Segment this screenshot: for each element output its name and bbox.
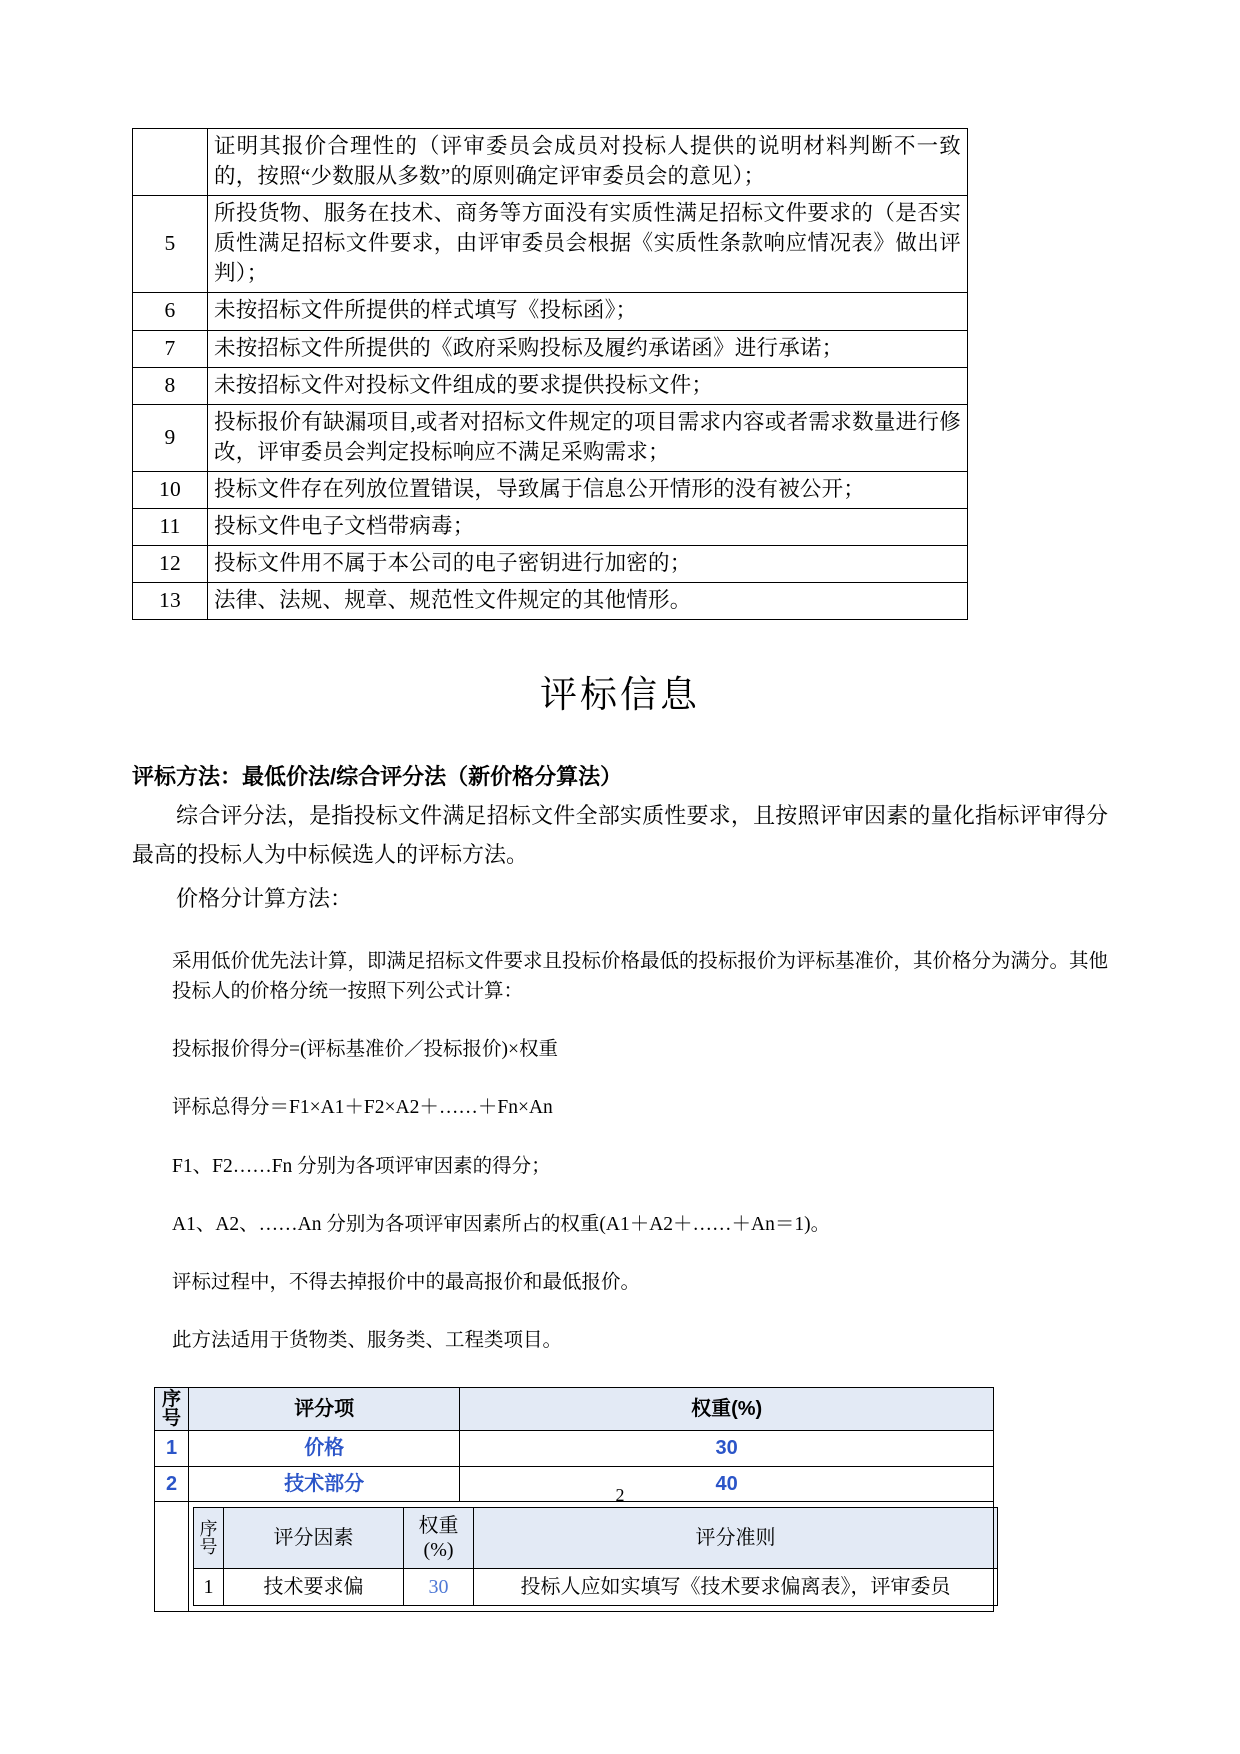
clause-number: 7	[133, 330, 208, 367]
legend-factor-weights: A1、A2、……An 分别为各项评审因素所占的权重(A1＋A2＋……＋An＝1)。	[172, 1213, 831, 1235]
score-row-no: 1	[155, 1431, 189, 1466]
sub-row-no: 1	[194, 1569, 224, 1606]
clause-number: 6	[133, 293, 208, 330]
table-row	[133, 546, 968, 583]
clause-text: 未按招标文件所提供的样式填写《投标函》；	[208, 293, 968, 330]
table-row	[155, 1431, 994, 1466]
formula-total-score: 评标总得分＝F1×A1＋F2×A2＋……＋Fn×An	[172, 1097, 553, 1119]
table-row	[133, 293, 968, 330]
table-row	[133, 471, 968, 508]
legend-factor-scores: F1、F2……Fn 分别为各项评审因素的得分；	[172, 1155, 551, 1177]
clause-number: 8	[133, 367, 208, 404]
evaluation-method-heading: 评标方法：最低价法/综合评分法（新价格分算法）	[132, 764, 623, 790]
table-row	[133, 367, 968, 404]
clause-text: 证明其报价合理性的（评审委员会成员对投标人提供的说明材料判断不一致的，按照“少数服从多数”的原则确定评审委员会的意见）；	[208, 129, 968, 196]
column-header-no-line1: 序	[162, 1388, 182, 1410]
sub-column-header-criteria: 评分准则	[474, 1508, 998, 1569]
sub-row-weight: 30	[404, 1569, 474, 1606]
formula-bid-price-score: 投标报价得分=(评标基准价／投标报价)×权重	[172, 1039, 558, 1061]
clause-number: 5	[133, 196, 208, 293]
clause-table	[132, 128, 968, 620]
table-row	[133, 129, 968, 196]
clause-number: 9	[133, 404, 208, 471]
score-row-item: 价格	[189, 1431, 460, 1466]
sub-column-header-weight-line1: 权重	[418, 1515, 459, 1538]
clause-text: 未按招标文件所提供的《政府采购投标及履约承诺函》进行承诺；	[208, 330, 968, 367]
sub-column-header-weight	[404, 1508, 474, 1569]
column-header-no-line2: 号	[162, 1407, 182, 1429]
clause-text: 投标文件用不属于本公司的电子密钥进行加密的；	[208, 546, 968, 583]
page-title: 评标信息	[540, 675, 700, 717]
paragraph-low-price-priority: 采用低价优先法计算，即满足招标文件要求且投标价格最低的投标报价为评标基准价，其价格分为满分。其他投标人的价格分统一按照下列公式计算：	[172, 950, 1109, 1003]
table-row	[133, 330, 968, 367]
note-no-removal-of-extremes: 评标过程中，不得去掉报价中的最高报价和最低报价。	[172, 1272, 641, 1294]
clause-number: 13	[133, 583, 208, 620]
sub-scoring-table-wrapper	[189, 1502, 994, 1612]
score-row-no: 2	[155, 1466, 189, 1501]
sub-table-header-row	[194, 1508, 998, 1569]
note-applicable-project-types: 此方法适用于货物类、服务类、工程类项目。	[172, 1330, 563, 1352]
paragraph-comprehensive-scoring: 综合评分法，是指投标文件满足招标文件全部实质性要求，且按照评审因素的量化指标评审得分最高的投标人为中标候选人的评标方法。	[132, 803, 1108, 867]
column-header-weight: 权重(%)	[460, 1387, 994, 1431]
table-row	[194, 1569, 998, 1606]
score-row-item: 技术部分	[189, 1466, 460, 1501]
clause-text: 所投货物、服务在技术、商务等方面没有实质性满足招标文件要求的（是否实质性满足招标文件要求，由评审委员会根据《实质性条款响应情况表》做出评判）；	[208, 196, 968, 293]
clause-text: 投标报价有缺漏项目,或者对招标文件规定的项目需求内容或者需求数量进行修改，评审委员会判定投标响应不满足采购需求；	[208, 404, 968, 471]
sub-column-header-factor: 评分因素	[224, 1508, 404, 1569]
column-header-item: 评分项	[189, 1387, 460, 1431]
table-row	[133, 509, 968, 546]
nested-subtable-row	[155, 1502, 994, 1612]
paragraph-price-score-method: 价格分计算方法：	[176, 886, 353, 912]
sub-row-factor: 技术要求偏	[224, 1569, 404, 1606]
sub-row-criteria: 投标人应如实填写《技术要求偏离表》，评审委员	[474, 1569, 998, 1606]
sub-scoring-table	[193, 1507, 998, 1606]
table-row	[133, 404, 968, 471]
sub-column-header-no-line2: 号	[199, 1537, 218, 1558]
page-number: 2	[615, 1485, 625, 1505]
sub-column-header-no	[194, 1508, 224, 1569]
clause-number	[133, 129, 208, 196]
clause-number: 10	[133, 471, 208, 508]
sub-column-header-weight-line2: (%)	[423, 1539, 454, 1562]
clause-number: 11	[133, 509, 208, 546]
sub-column-header-no-line1: 序	[199, 1518, 218, 1539]
clause-text: 投标文件电子文档带病毒；	[208, 509, 968, 546]
clause-text: 未按招标文件对投标文件组成的要求提供投标文件；	[208, 367, 968, 404]
column-header-no	[155, 1387, 189, 1431]
table-row	[133, 196, 968, 293]
clause-text: 投标文件存在列放位置错误，导致属于信息公开情形的没有被公开；	[208, 471, 968, 508]
table-row	[133, 583, 968, 620]
clause-number: 12	[133, 546, 208, 583]
score-row-weight: 30	[460, 1431, 994, 1466]
score-row-weight: 40	[460, 1466, 994, 1501]
spacer-cell	[155, 1502, 189, 1612]
clause-text: 法律、法规、规章、规范性文件规定的其他情形。	[208, 583, 968, 620]
scoring-table-header-row	[155, 1387, 994, 1431]
